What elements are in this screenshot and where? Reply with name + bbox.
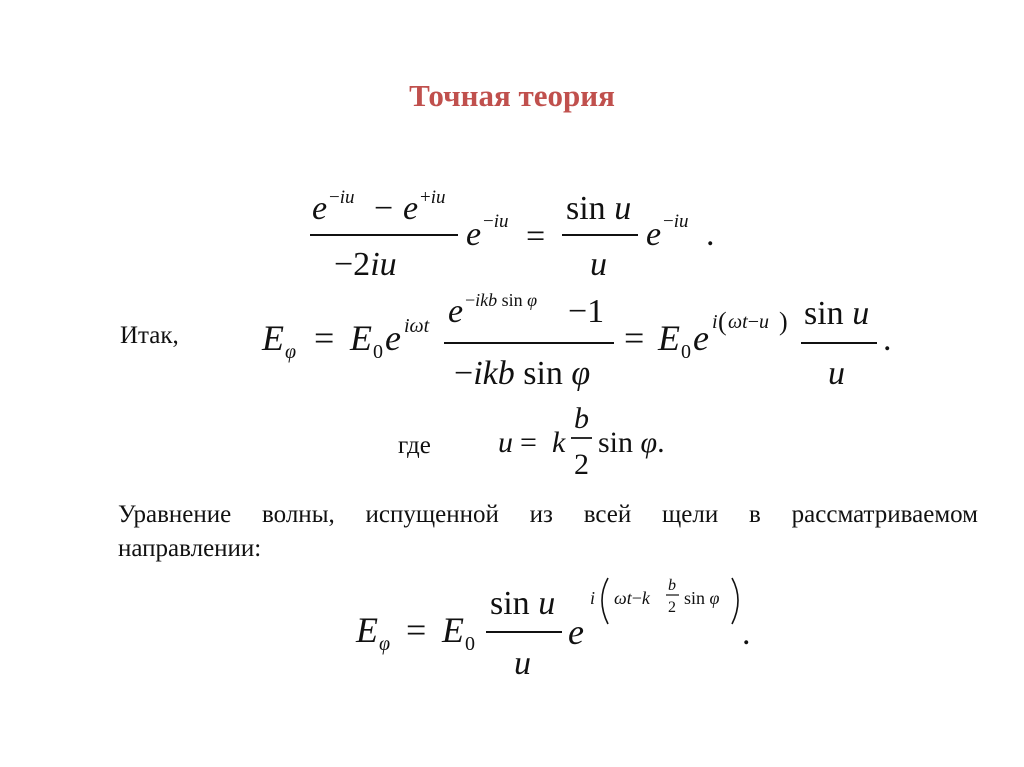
svg-text:φ: φ — [285, 341, 297, 363]
equation-4 — [352, 570, 772, 690]
svg-text:0: 0 — [681, 341, 691, 363]
svg-text:−2iu: −2iu — [334, 246, 397, 283]
svg-text:2: 2 — [668, 599, 676, 616]
svg-text:e: e — [448, 293, 464, 330]
svg-text:e: e — [312, 190, 328, 227]
svg-text:ωt−k: ωt−k — [614, 588, 650, 608]
svg-text:u: u — [590, 246, 607, 283]
svg-text:e: e — [403, 190, 419, 227]
paragraph-line-2: направлении: — [118, 535, 262, 562]
svg-text:−ikb sin φ: −ikb sin φ — [454, 355, 591, 392]
svg-text:φ: φ — [379, 633, 391, 655]
svg-text:−iu: −iu — [329, 187, 355, 208]
svg-text:2: 2 — [574, 448, 589, 481]
svg-text:u: u — [498, 426, 513, 459]
svg-text:E: E — [262, 318, 284, 358]
paragraph-line-1: Уравнение волны, испущенной из всей щели в рассматриваемом — [118, 501, 978, 528]
svg-text:e: e — [568, 612, 584, 652]
svg-text:b: b — [574, 402, 589, 435]
svg-text:sin u: sin u — [804, 295, 870, 332]
svg-text:0: 0 — [465, 633, 475, 655]
svg-text:=: = — [526, 218, 546, 255]
svg-text:−iu: −iu — [663, 211, 689, 232]
label-gde: где — [398, 432, 431, 459]
svg-text:u: u — [514, 645, 531, 682]
equation-1 — [300, 175, 740, 285]
svg-text:+iu: +iu — [420, 187, 446, 208]
svg-text:E: E — [356, 610, 378, 650]
svg-text:−iu: −iu — [483, 211, 509, 232]
svg-text:.: . — [706, 216, 715, 253]
svg-text:e: e — [646, 216, 662, 253]
svg-text:sin φ.: sin φ. — [598, 426, 665, 459]
svg-text:=: = — [624, 318, 645, 358]
svg-text:k: k — [552, 426, 566, 459]
svg-text:.: . — [742, 615, 751, 652]
svg-text:0: 0 — [373, 341, 383, 363]
svg-text:b: b — [668, 577, 676, 594]
svg-text:sin u: sin u — [566, 190, 632, 227]
svg-text:−: − — [374, 190, 394, 227]
paragraph — [118, 498, 978, 566]
svg-text:ωt−u: ωt−u — [728, 311, 769, 333]
svg-text:sin u: sin u — [490, 585, 556, 622]
svg-text:E: E — [442, 610, 464, 650]
svg-text:E: E — [350, 318, 372, 358]
label-itak: Итак, — [120, 322, 179, 349]
svg-text:=: = — [406, 610, 427, 650]
svg-text:E: E — [658, 318, 680, 358]
equation-2 — [258, 288, 898, 398]
slide-title: Точная теория — [409, 78, 615, 113]
svg-text:i: i — [590, 588, 596, 608]
svg-text:): ) — [779, 307, 788, 336]
svg-text:−ikb sin φ: −ikb sin φ — [465, 290, 538, 310]
svg-text:=: = — [520, 426, 537, 459]
svg-text:u: u — [828, 355, 845, 392]
svg-text:(: ( — [718, 307, 727, 336]
svg-text:.: . — [883, 321, 892, 358]
svg-text:−1: −1 — [568, 293, 605, 330]
svg-text:e: e — [693, 318, 709, 358]
svg-text:e: e — [466, 216, 482, 253]
svg-text:=: = — [314, 318, 335, 358]
svg-text:iωt: iωt — [404, 315, 430, 337]
svg-text:e: e — [385, 318, 401, 358]
svg-text:sin φ: sin φ — [684, 588, 720, 608]
equation-3 — [494, 398, 694, 488]
svg-text:i: i — [712, 311, 718, 333]
